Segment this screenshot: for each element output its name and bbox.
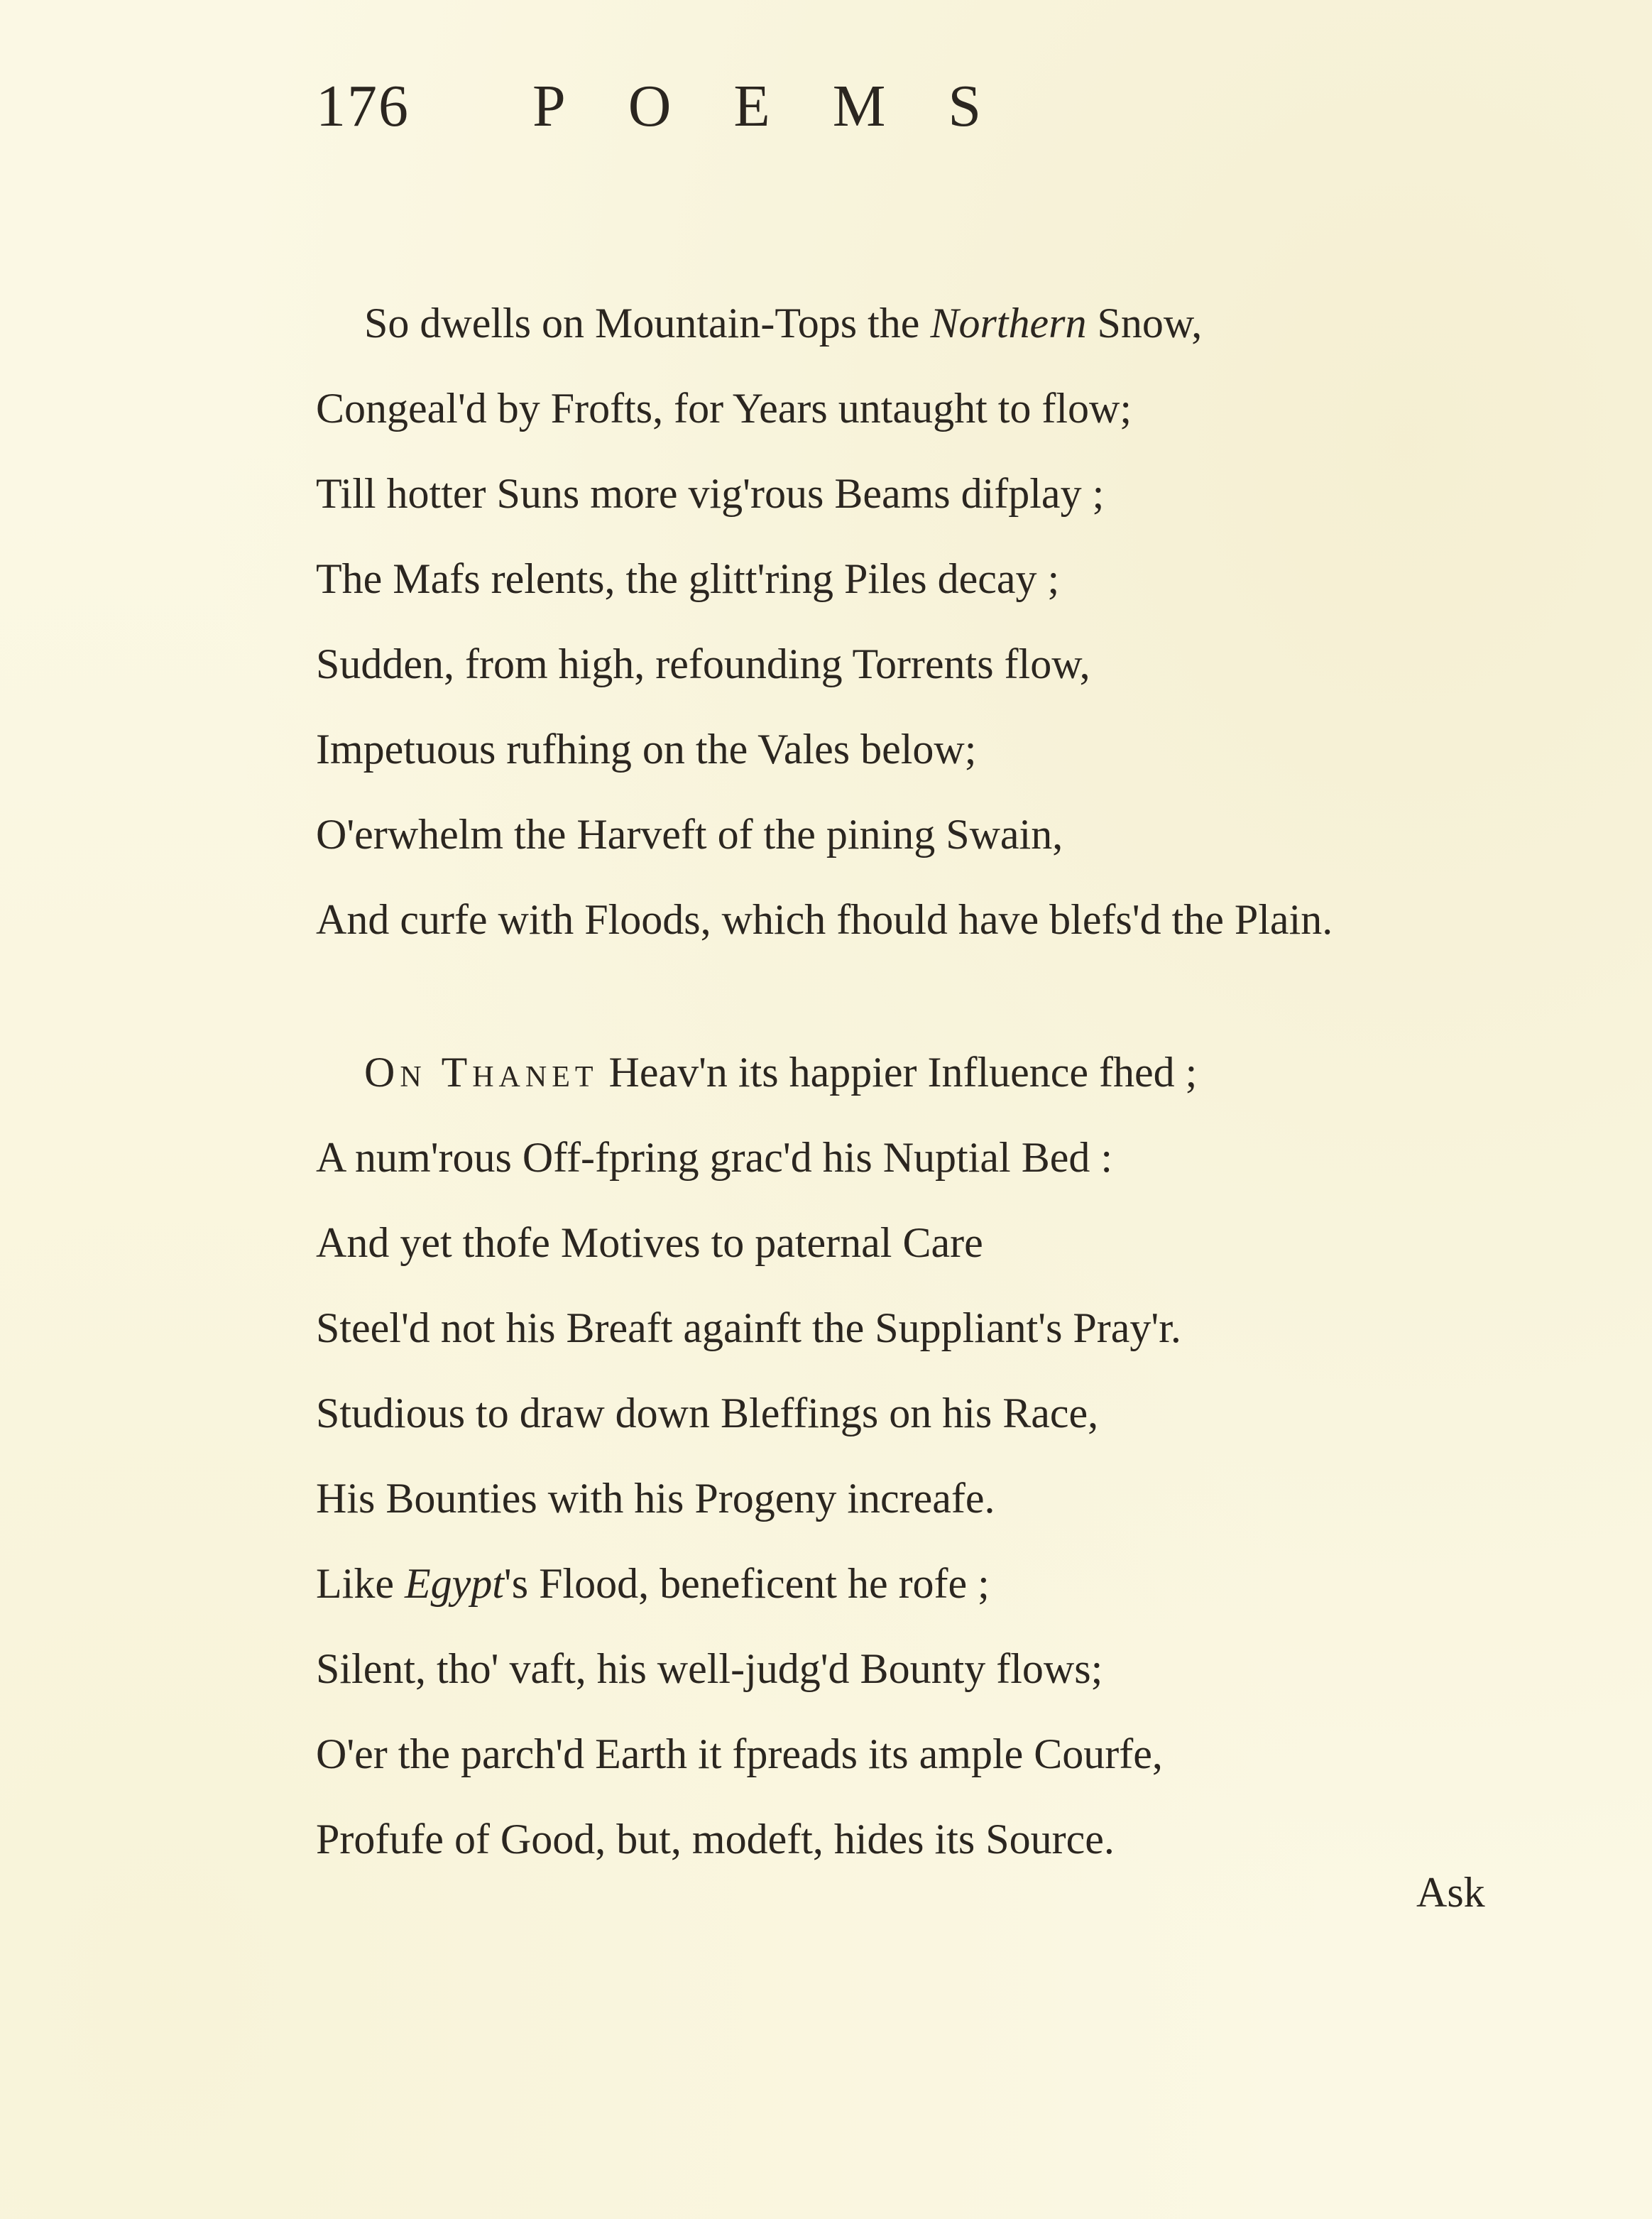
italic-word: Northern (930, 300, 1087, 347)
poem-line: The Mafs relents, the glitt'ring Piles decay ; (316, 555, 1060, 602)
catchword: Ask (1416, 1869, 1485, 1916)
poem-line: Steel'd not his Breaft againft the Suppliant's Pray'r. (316, 1304, 1181, 1351)
line-text: Snow, (1086, 300, 1203, 347)
poem-line: Impetuous rufhing on the Vales below; (316, 726, 977, 773)
poem-line: Sudden, from high, refounding Torrents flow, (316, 640, 1090, 687)
poem-line (316, 280, 1494, 366)
poem-line: Till hotter Suns more vig'rous Beams difplay ; (316, 470, 1105, 517)
poem-line: Studious to draw down Bleffings on his Race, (316, 1390, 1099, 1436)
poem-line: A num'rous Off-fpring grac'd his Nuptial Bed : (316, 1134, 1113, 1181)
line-text: Like (316, 1560, 405, 1607)
line-text: 's Flood, beneficent he rofe ; (503, 1560, 990, 1607)
poem-line: And curfe with Floods, which fhould have blefs'd the Plain. (316, 896, 1333, 943)
poem-line: Congeal'd by Frofts, for Years untaught to flow; (316, 385, 1132, 432)
poem-line: His Bounties with his Progeny increafe. (316, 1475, 995, 1522)
page-title: POEMS (532, 73, 1044, 139)
line-text: So dwells on Mountain-Tops the (364, 300, 931, 347)
poem-line: O'er the parch'd Earth it fpreads its ample Courfe, (316, 1730, 1163, 1777)
poem-line (316, 1541, 1494, 1626)
small-caps-name: On Thanet (364, 1049, 598, 1096)
running-head (316, 67, 1239, 146)
poem-line: O'erwhelm the Harveft of the pining Swain, (316, 811, 1063, 858)
page-number: 176 (316, 73, 410, 139)
italic-word: Egypt (404, 1560, 504, 1607)
poem-line: And yet thofe Motives to paternal Care (316, 1219, 983, 1266)
poem-line: Profufe of Good, but, modeft, hides its Source. (316, 1816, 1115, 1863)
poem-line: Silent, tho' vaft, his well-judg'd Bounty flows; (316, 1645, 1103, 1692)
line-text: Heav'n its happier Influence fhed ; (598, 1049, 1198, 1096)
stanza-1 (316, 280, 1494, 962)
stanza-2 (316, 1030, 1494, 1882)
poem-line (316, 1030, 1494, 1115)
